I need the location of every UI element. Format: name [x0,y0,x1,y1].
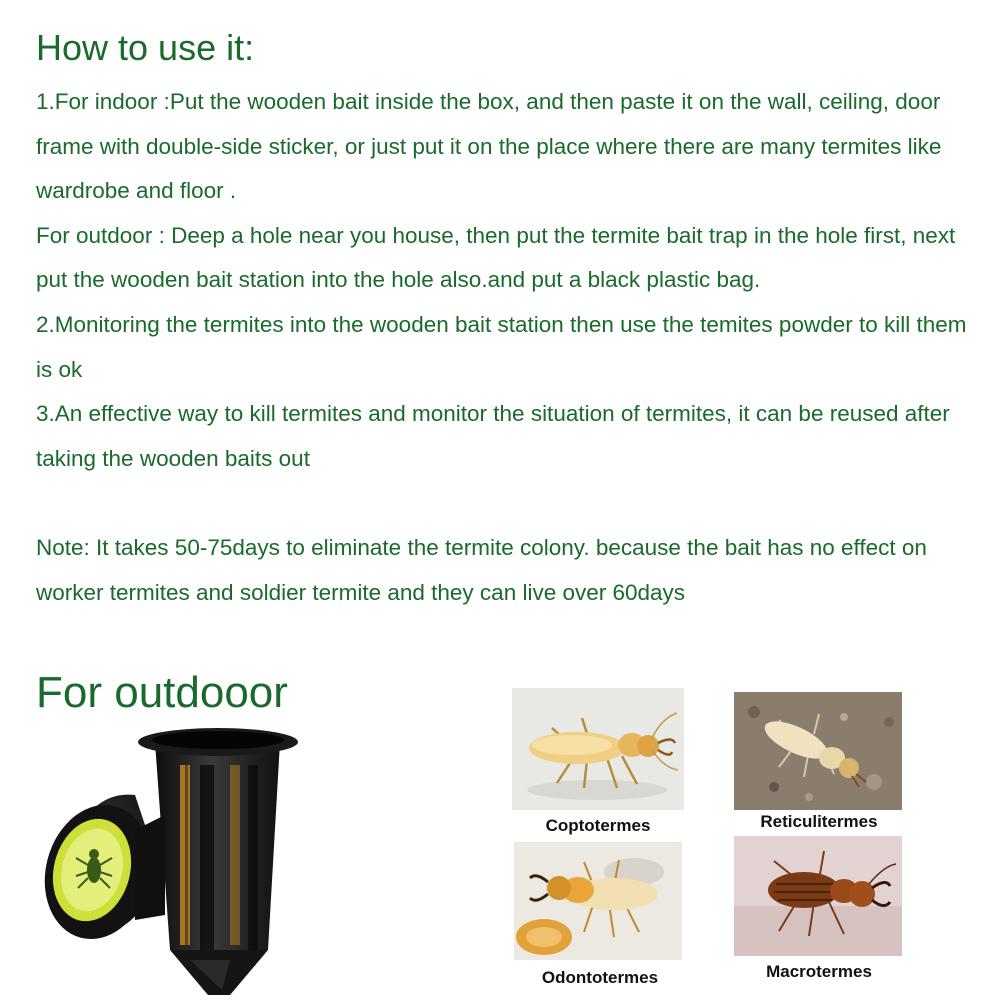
termite-card-macrotermes [734,836,902,986]
instruction-outdoor: For outdoor : Deep a hole near you house, then put the termite bait trap in the hole first, next put the wooden bait station into the hole also.and put a black plastic bag. [36,222,956,293]
macrotermes-photo [734,836,902,956]
termite-name: Coptotermes [545,816,651,835]
reticulitermes-photo [734,692,902,810]
termite-name: Reticulitermes [760,812,878,831]
bait-station-image [30,720,330,1000]
termite-name: Odontotermes [541,968,659,987]
odontotermes-photo [514,842,682,960]
instruction-reuse: 3.An effective way to kill termites and monitor the situation of termites, it can be reused after taking the wooden baits out [36,401,950,471]
instruction-indoor: 1.For indoor :Put the wooden bait inside the box, and then paste it on the wall, ceiling, door frame with double-side sticker, or just put it on the place where there are many termites like wardrobe and floor . [36,89,942,204]
coptotermes-photo [512,688,684,810]
page-heading: How to use it: [36,27,255,68]
termite-card-reticulitermes [734,692,902,838]
note-text: Note: It takes 50-75days to eliminate the termite colony. because the bait has no effect on worker termites and soldier termite and they can live over 60days [36,534,927,605]
termite-card-odontotermes [514,842,684,992]
termite-card-coptotermes [512,688,684,838]
termite-name: Macrotermes [766,962,872,981]
termite-species-grid [500,680,920,1000]
outdoor-title: For outdooor [36,668,288,717]
instruction-monitoring: 2.Monitoring the termites into the wooden bait station then use the temites powder to kill them is ok [36,311,967,382]
instructions-text [36,80,981,615]
